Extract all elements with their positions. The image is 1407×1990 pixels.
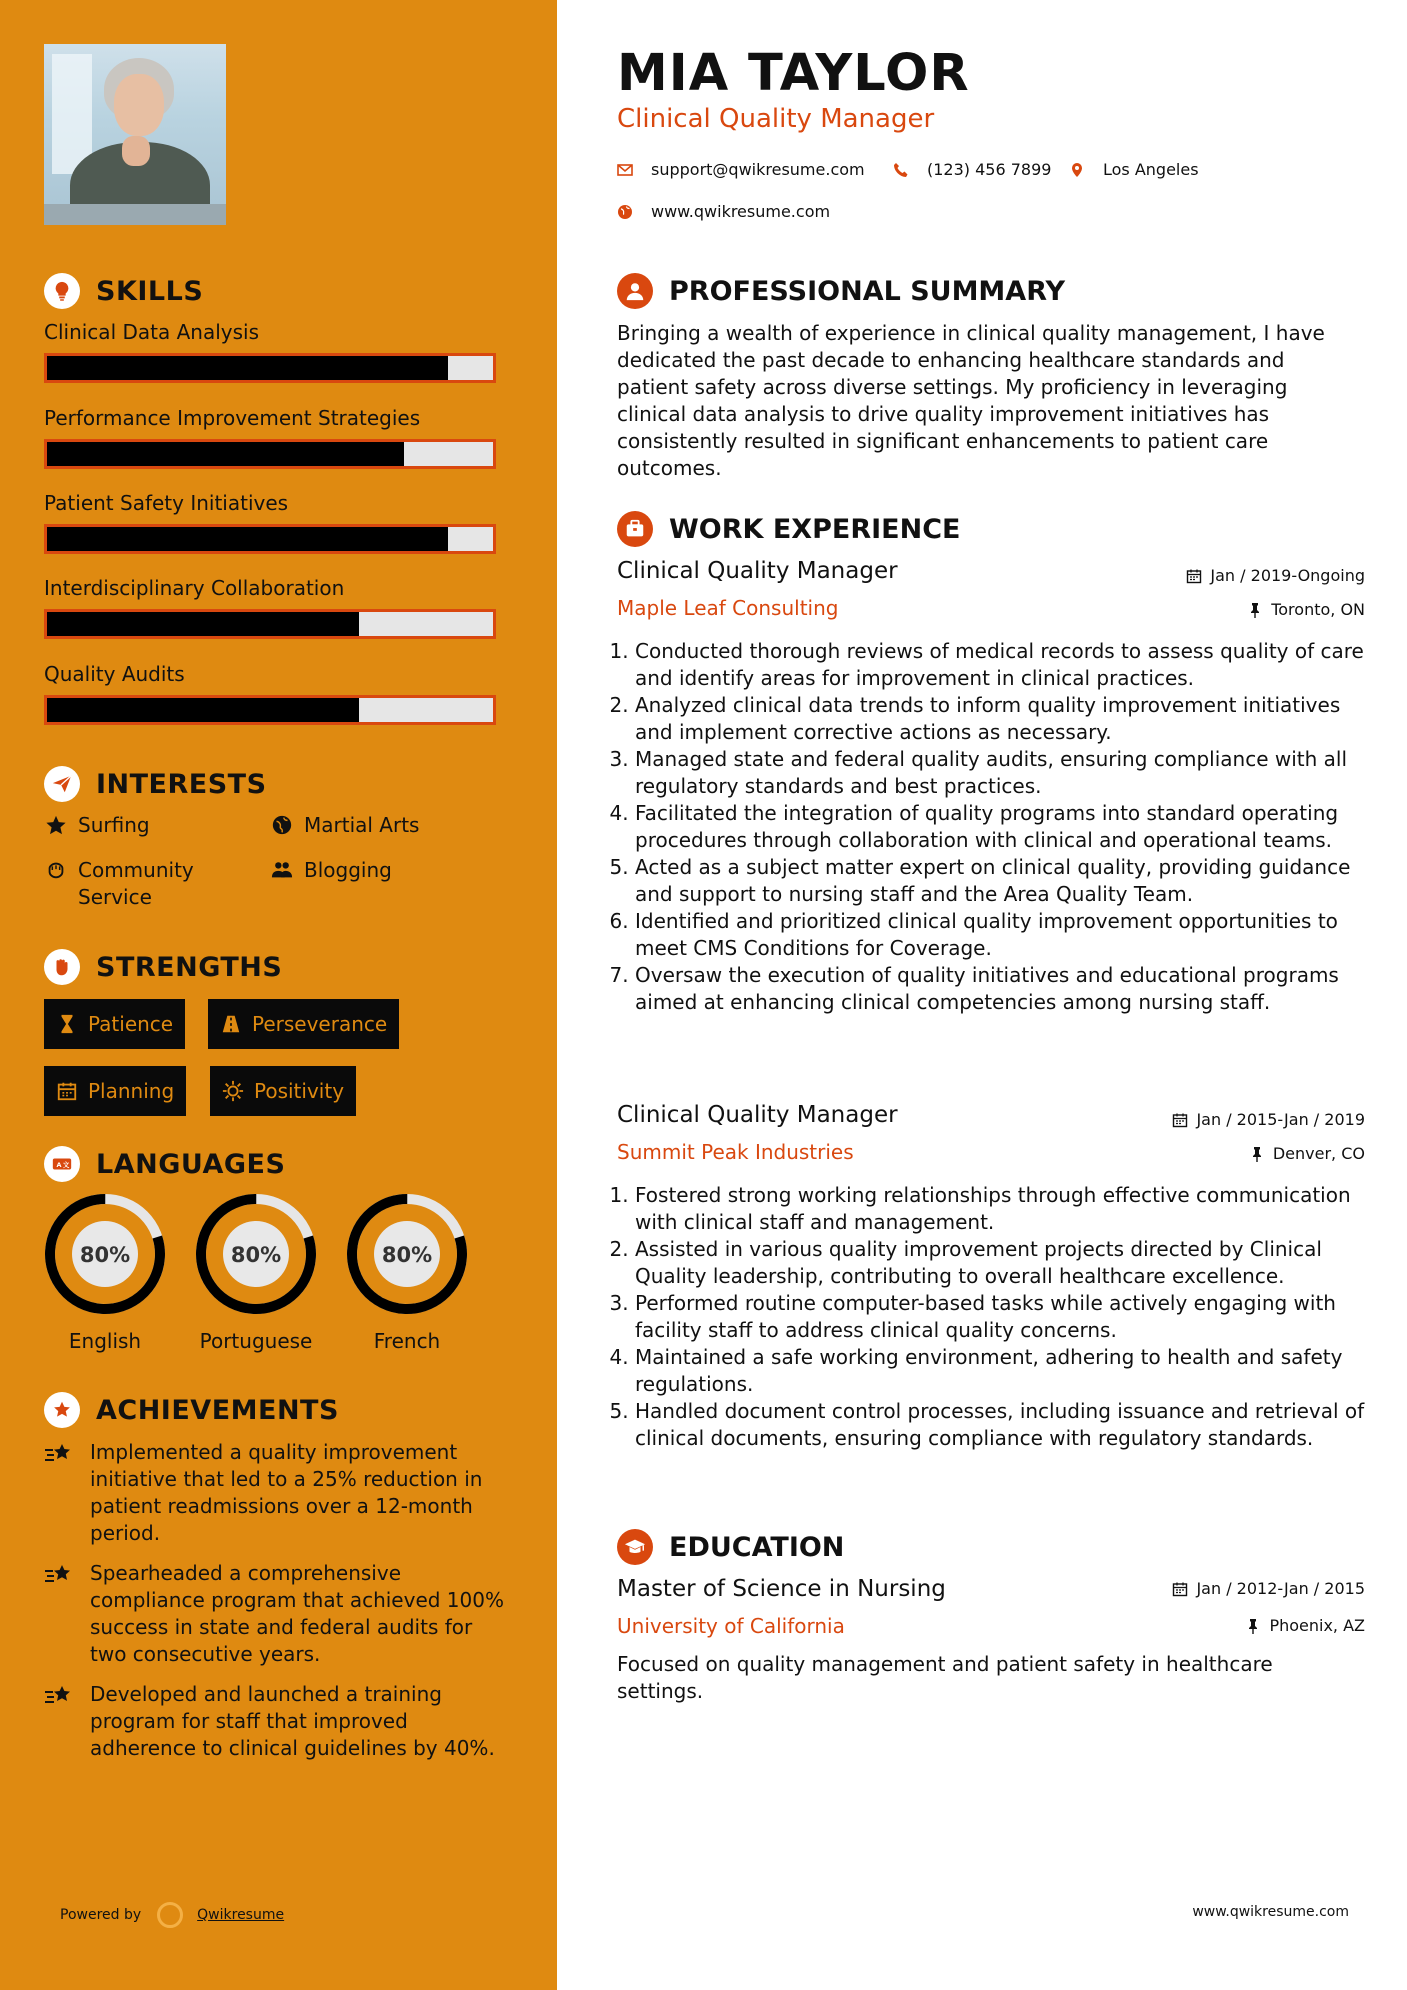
language-percent: 80%: [230, 1243, 282, 1267]
education-title: EDUCATION: [669, 1531, 845, 1563]
skill-bar: [44, 695, 496, 725]
job-dates: [1172, 1110, 1365, 1129]
job-dates-text: Jan / 2019-Ongoing: [1210, 566, 1365, 585]
paper-plane-icon: [44, 766, 80, 802]
languages-header: [44, 1146, 285, 1182]
job-responsibilities: [617, 1182, 1383, 1452]
strength-badge: [44, 999, 185, 1049]
experience-header: [617, 511, 960, 547]
calendar-icon: [56, 1080, 78, 1102]
job-responsibilities: [617, 638, 1383, 1016]
language-item: [195, 1193, 317, 1353]
pin-icon: [1247, 602, 1263, 618]
map-marker-icon: [1069, 162, 1085, 178]
achievements-title: ACHIEVEMENTS: [96, 1394, 339, 1426]
interests-title: INTERESTS: [96, 768, 267, 800]
education-description: Focused on quality management and patient safety in healthcare settings.: [617, 1652, 1273, 1703]
interest-item: [270, 812, 419, 839]
strength-label: Perseverance: [252, 1012, 388, 1036]
education-dates: [1172, 1579, 1365, 1598]
job-location-text: Toronto, ON: [1271, 600, 1365, 619]
skills-title: SKILLS: [96, 275, 204, 307]
contact-phone: [893, 160, 1051, 179]
skill-label: Quality Audits: [44, 662, 185, 686]
job-dates: [1186, 566, 1365, 585]
list-item: 5. Handled document control processes, including issuance and retrieval of clinical documents, ensuring compliance with regulatory standards.: [635, 1398, 1383, 1452]
skill-bar: [44, 609, 496, 639]
list-item: 2. Assisted in various quality improvement projects directed by Clinical Quality leadership, contributing to overall healthcare excellence.: [635, 1236, 1383, 1290]
education-header: [617, 1529, 844, 1565]
sidebar: [0, 0, 557, 1990]
interest-item: [44, 857, 234, 911]
star-icon: [44, 813, 68, 837]
interests-header: [44, 766, 267, 802]
education-location-text: Phoenix, AZ: [1269, 1616, 1365, 1635]
languages-title: LANGUAGES: [96, 1148, 286, 1180]
phone-icon: [893, 162, 909, 178]
language-name: Portuguese: [199, 1329, 313, 1353]
powered-by-label: Powered by: [60, 1907, 142, 1923]
briefcase-icon: [617, 511, 653, 547]
language-percent: 80%: [381, 1243, 433, 1267]
strength-label: Patience: [88, 1012, 174, 1036]
skill-bar: [44, 524, 496, 554]
language-ring: [44, 1193, 166, 1315]
interest-label: Blogging: [304, 858, 392, 882]
footer-website[interactable]: www.qwikresume.com: [1192, 1904, 1349, 1920]
skill-label: Interdisciplinary Collaboration: [44, 576, 345, 600]
summary-title: PROFESSIONAL SUMMARY: [669, 275, 1066, 307]
list-item: 7. Oversaw the execution of quality initiatives and educational programs aimed at enhancing clinical competencies among nursing staff.: [635, 962, 1383, 1016]
achievement-item: [44, 1439, 504, 1547]
skill-bar: [44, 353, 496, 383]
summary-text: Bringing a wealth of experience in clinical quality management, I have dedicated the past decade to enhancing healthcare standards and patient safety across diverse settings. My proficiency in leveraging clinical data analysis to drive quality improvement initiatives has consistently resulted in significant enhancements to patient care outcomes.: [617, 321, 1325, 480]
sun-icon: [222, 1080, 244, 1102]
job-location: [1249, 1144, 1365, 1163]
skill-bar-fill: [47, 698, 359, 722]
powered-by: [60, 1902, 284, 1928]
language-percent: 80%: [79, 1243, 131, 1267]
skills-header: [44, 273, 203, 309]
globe-icon: [617, 204, 633, 220]
envelope-icon: [617, 162, 633, 178]
achievement-text: Developed and launched a training program for staff that improved adherence to clinical guidelines by 40%.: [90, 1682, 495, 1760]
achievement-text: Spearheaded a comprehensive compliance program that achieved 100% success in state and federal audits for two consecutive years.: [90, 1561, 504, 1666]
pin-icon: [1249, 1146, 1265, 1162]
skill-label: Clinical Data Analysis: [44, 320, 259, 344]
skill-bar-fill: [47, 612, 359, 636]
interest-item: [44, 812, 150, 839]
education-location: [1245, 1616, 1365, 1635]
interest-label: Surfing: [78, 813, 150, 837]
list-item: 3. Performed routine computer-based tasks while actively engaging with facility staff to address clinical quality concerns.: [635, 1290, 1383, 1344]
language-item: [346, 1193, 468, 1353]
interest-label: Community Service: [78, 858, 194, 909]
job-title: Clinical Quality Manager: [617, 558, 898, 584]
achievement-text: Implemented a quality improvement initiative that led to a 25% reduction in patient readmissions over a 12-month period.: [90, 1440, 483, 1545]
calendar-icon: [1172, 1112, 1188, 1128]
globe-icon: [270, 813, 294, 837]
website-text[interactable]: www.qwikresume.com: [651, 202, 831, 221]
list-item: 2. Analyzed clinical data trends to inform quality improvement initiatives and implement corrective actions as necessary.: [635, 692, 1383, 746]
job-dates-text: Jan / 2015-Jan / 2019: [1196, 1110, 1365, 1129]
contact-website: [617, 202, 830, 221]
achievements-header: [44, 1392, 339, 1428]
job-company: Maple Leaf Consulting: [617, 596, 839, 620]
candidate-name: MIA TAYLOR: [617, 44, 970, 103]
summary-header: [617, 273, 1065, 309]
interest-label: Martial Arts: [304, 813, 420, 837]
interest-item: [270, 857, 392, 884]
svg-text:A: A: [56, 1161, 62, 1170]
users-icon: [270, 858, 294, 882]
road-icon: [220, 1013, 242, 1035]
strength-badge: [210, 1066, 356, 1116]
shooting-star-icon: [44, 1562, 78, 1668]
hourglass-icon: [56, 1013, 78, 1035]
shooting-star-icon: [44, 1441, 78, 1547]
skill-bar-fill: [47, 527, 448, 551]
user-icon: [617, 273, 653, 309]
contact-email: [617, 160, 865, 179]
skill-bar-fill: [47, 442, 404, 466]
strength-badge: [44, 1066, 186, 1116]
education-degree: Master of Science in Nursing: [617, 1576, 946, 1602]
hand-icon: [44, 858, 68, 882]
education-school: University of California: [617, 1614, 845, 1638]
achievement-item: [44, 1560, 504, 1668]
calendar-icon: [1186, 568, 1202, 584]
list-item: 5. Acted as a subject matter expert on clinical quality, providing guidance and support to nursing staff and the Area Quality Team.: [635, 854, 1383, 908]
list-item: 3. Managed state and federal quality audits, ensuring compliance with all regulatory standards and best practices.: [635, 746, 1383, 800]
job-location-text: Denver, CO: [1272, 1144, 1365, 1163]
strength-label: Planning: [88, 1079, 175, 1103]
skill-label: Performance Improvement Strategies: [44, 406, 421, 430]
achievement-item: [44, 1681, 504, 1762]
main-content: [557, 0, 1407, 1990]
svg-text:文: 文: [62, 1161, 70, 1170]
list-item: 1. Fostered strong working relationships through effective communication with clinical staff and management.: [635, 1182, 1383, 1236]
language-ring: [195, 1193, 317, 1315]
achievement-star-icon: [44, 1392, 80, 1428]
fist-icon: [44, 949, 80, 985]
strengths-header: [44, 949, 282, 985]
language-icon: [44, 1146, 80, 1182]
job-company: Summit Peak Industries: [617, 1140, 854, 1164]
profile-photo: [44, 44, 226, 225]
education-dates-text: Jan / 2012-Jan / 2015: [1196, 1579, 1365, 1598]
strength-badge: [208, 999, 399, 1049]
experience-title: WORK EXPERIENCE: [669, 513, 961, 545]
strengths-title: STRENGTHS: [96, 951, 283, 983]
contact-location: [1069, 160, 1199, 179]
graduation-cap-icon: [617, 1529, 653, 1565]
email-text[interactable]: support@qwikresume.com: [651, 160, 865, 179]
skill-label: Patient Safety Initiatives: [44, 491, 289, 515]
skill-bar-fill: [47, 356, 448, 380]
location-text: Los Angeles: [1103, 160, 1199, 179]
language-ring: [346, 1193, 468, 1315]
qwikresume-logo-icon: [157, 1902, 183, 1928]
skill-bar: [44, 439, 496, 469]
list-item: 4. Facilitated the integration of quality programs into standard operating procedures through collaboration with clinical and operational teams.: [635, 800, 1383, 854]
phone-text: (123) 456 7899: [927, 160, 1052, 179]
list-item: 6. Identified and prioritized clinical quality improvement opportunities to meet CMS Conditions for Coverage.: [635, 908, 1383, 962]
list-item: 1. Conducted thorough reviews of medical records to assess quality of care and identify areas for improvement in clinical practices.: [635, 638, 1383, 692]
calendar-icon: [1172, 1581, 1188, 1597]
lightbulb-icon: [44, 273, 80, 309]
strength-label: Positivity: [254, 1079, 345, 1103]
job-location: [1247, 600, 1365, 619]
candidate-role: Clinical Quality Manager: [617, 104, 935, 134]
language-name: English: [68, 1329, 142, 1353]
pin-icon: [1245, 1618, 1261, 1634]
shooting-star-icon: [44, 1683, 78, 1762]
job-title: Clinical Quality Manager: [617, 1102, 898, 1128]
list-item: 4. Maintained a safe working environment, adhering to health and safety regulations.: [635, 1344, 1383, 1398]
qwikresume-link[interactable]: Qwikresume: [197, 1907, 285, 1923]
language-item: [44, 1193, 166, 1353]
language-name: French: [373, 1329, 441, 1353]
